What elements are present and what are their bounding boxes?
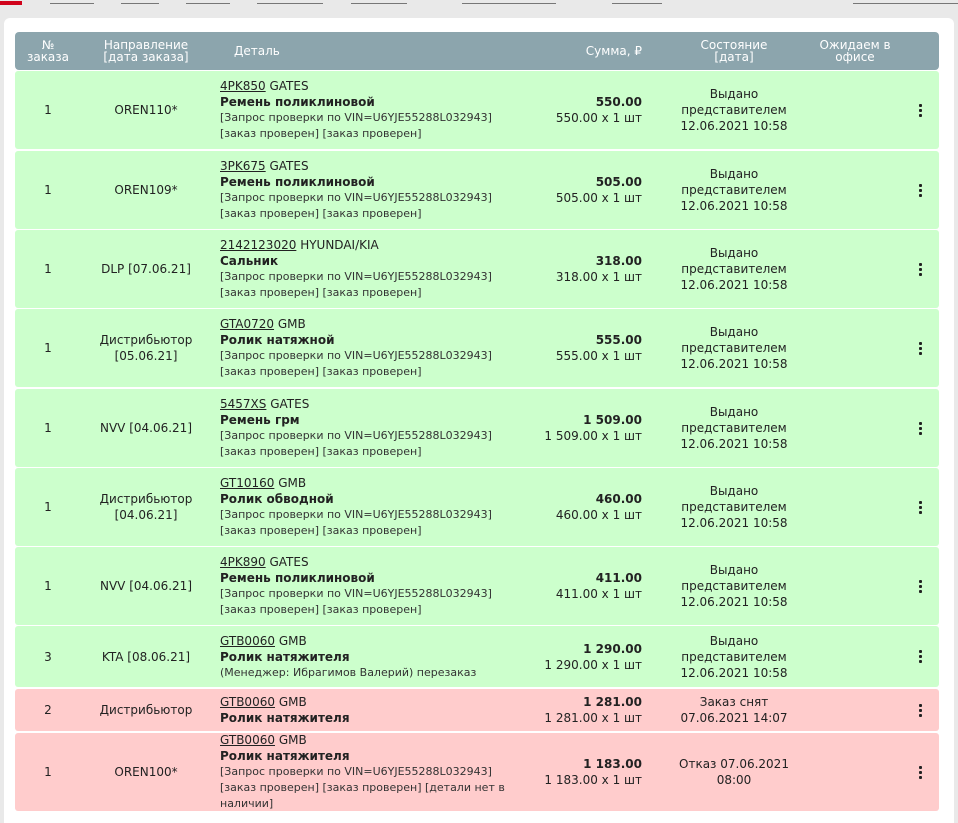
kebab-menu-icon[interactable] xyxy=(919,704,922,717)
row-menu-button[interactable] xyxy=(905,151,935,229)
order-comment: [Запрос проверки по VIN=U6YJE55288L032943] [заказ проверен] [заказ проверен] xyxy=(220,429,492,458)
toolbar-link-fragment[interactable] xyxy=(853,3,958,4)
kebab-menu-icon[interactable] xyxy=(919,422,922,435)
part-name: Ремень поликлиновой xyxy=(220,95,375,109)
table-row xyxy=(15,71,939,149)
part-name: Ремень поликлиновой xyxy=(220,175,375,189)
part-line xyxy=(220,732,307,748)
toolbar-link-fragment[interactable] xyxy=(50,3,94,4)
part-line xyxy=(220,316,306,332)
order-state: Выдано представителем 12.06.2021 10:58 xyxy=(680,246,788,292)
detail-cell xyxy=(220,733,520,811)
part-line xyxy=(220,633,307,649)
order-price-qty: 1 281.00 x 1 шт xyxy=(544,711,642,725)
part-brand: GMB xyxy=(278,733,307,747)
order-sum: 1 183.00 xyxy=(583,757,642,771)
part-line xyxy=(220,78,309,94)
order-number: 1 xyxy=(44,183,52,197)
part-code-link[interactable]: GTA0720 xyxy=(220,317,275,331)
order-comment: [Запрос проверки по VIN=U6YJE55288L032943] [заказ проверен] [заказ проверен] xyxy=(220,349,492,378)
order-state: Выдано представителем 12.06.2021 10:58 xyxy=(680,633,788,680)
part-name: Ремень поликлиновой xyxy=(220,571,375,585)
order-sum: 318.00 xyxy=(595,254,642,268)
order-number: 1 xyxy=(44,421,52,435)
row-menu-button[interactable] xyxy=(905,547,935,625)
order-direction: NVV [04.06.21] xyxy=(99,579,192,593)
row-menu-button[interactable] xyxy=(905,71,935,149)
part-code-link[interactable]: 4PK890 xyxy=(220,555,266,569)
order-price-qty: 550.00 x 1 шт xyxy=(555,111,642,125)
row-menu-button[interactable] xyxy=(905,230,935,308)
order-price-qty: 411.00 x 1 шт xyxy=(555,587,642,601)
order-sum: 411.00 xyxy=(595,571,642,585)
part-name: Ролик натяжителя xyxy=(220,649,350,664)
kebab-menu-icon[interactable] xyxy=(919,184,922,197)
order-comment: [Запрос проверки по VIN=U6YJE55288L032943] [заказ проверен] [заказ проверен] xyxy=(220,587,492,616)
sum-cell xyxy=(515,309,642,387)
order-number: 1 xyxy=(44,341,52,355)
table-row xyxy=(15,230,939,308)
detail-cell xyxy=(220,689,520,731)
table-row xyxy=(15,733,939,811)
order-direction: OREN109* xyxy=(114,183,178,197)
order-sum: 460.00 xyxy=(595,492,642,506)
order-direction: Дистрибьютор [05.06.21] xyxy=(99,333,193,363)
toolbar-link-fragment[interactable] xyxy=(257,3,323,4)
order-price-qty: 460.00 x 1 шт xyxy=(555,508,642,522)
part-line xyxy=(220,396,309,412)
part-brand: HYUNDAI/KIA xyxy=(300,238,379,252)
toolbar-link-fragment[interactable] xyxy=(121,3,159,4)
order-number: 1 xyxy=(44,262,52,276)
part-code-link[interactable]: 4PK850 xyxy=(220,79,266,93)
sum-cell xyxy=(515,626,642,687)
part-brand: GMB xyxy=(277,317,306,331)
sum-cell xyxy=(515,230,642,308)
order-sum: 505.00 xyxy=(595,175,642,189)
header-direction[interactable]: Направление [дата заказа] xyxy=(103,38,189,64)
part-brand: GMB xyxy=(278,476,307,490)
kebab-menu-icon[interactable] xyxy=(919,263,922,276)
part-brand: GATES xyxy=(269,79,309,93)
part-code-link[interactable]: GTB0060 xyxy=(220,695,275,709)
order-sum: 550.00 xyxy=(595,95,642,109)
order-number: 1 xyxy=(44,500,52,514)
order-state: Выдано представителем 12.06.2021 10:58 xyxy=(680,563,788,609)
part-line xyxy=(220,475,306,491)
order-direction: DLP [07.06.21] xyxy=(101,262,191,276)
sum-cell xyxy=(515,468,642,546)
orders-card xyxy=(4,18,954,823)
part-code-link[interactable]: 2142123020 xyxy=(220,238,297,252)
order-state: Выдано представителем 12.06.2021 10:58 xyxy=(680,87,788,133)
part-code-link[interactable]: GT10160 xyxy=(220,476,275,490)
table-row xyxy=(15,151,939,229)
row-menu-button[interactable] xyxy=(905,733,935,811)
part-brand: GMB xyxy=(278,695,307,709)
order-number: 1 xyxy=(44,579,52,593)
kebab-menu-icon[interactable] xyxy=(919,342,922,355)
part-line xyxy=(220,554,309,570)
part-code-link[interactable]: 5457XS xyxy=(220,397,267,411)
order-direction: KTA [08.06.21] xyxy=(101,649,191,664)
table-row xyxy=(15,389,939,467)
top-toolbar-fragment xyxy=(0,0,958,18)
order-number: 1 xyxy=(44,765,52,779)
header-state[interactable]: Состояние [дата] xyxy=(700,38,768,64)
order-comment: (Менеджер: Ибрагимов Валерий) перезаказ xyxy=(220,665,477,679)
toolbar-link-fragment[interactable] xyxy=(186,3,230,4)
order-direction: NVV [04.06.21] xyxy=(99,421,192,435)
order-sum: 555.00 xyxy=(595,333,642,347)
part-brand: GATES xyxy=(270,397,310,411)
order-state: Заказ снят 07.06.2021 14:07 xyxy=(680,695,788,725)
part-name: Ролик натяжителя xyxy=(220,749,350,763)
order-direction: OREN110* xyxy=(114,103,178,117)
kebab-menu-icon[interactable] xyxy=(919,580,922,593)
order-state: Выдано представителем 12.06.2021 10:58 xyxy=(680,484,788,530)
order-sum: 1 281.00 xyxy=(583,695,642,709)
part-name: Ремень грм xyxy=(220,413,300,427)
part-brand: GATES xyxy=(269,159,309,173)
detail-cell xyxy=(220,468,520,546)
sum-cell xyxy=(515,151,642,229)
order-number: 2 xyxy=(44,703,52,717)
order-price-qty: 505.00 x 1 шт xyxy=(555,191,642,205)
part-line xyxy=(220,158,309,174)
part-code-link[interactable]: GTB0060 xyxy=(220,733,275,747)
brand-accent-bar xyxy=(0,1,22,5)
order-price-qty: 1 290.00 x 1 шт xyxy=(544,657,642,672)
table-row xyxy=(15,547,939,625)
order-direction: Дистрибьютор xyxy=(99,703,193,717)
order-price-qty: 1 509.00 x 1 шт xyxy=(544,429,642,443)
row-menu-button[interactable] xyxy=(905,389,935,467)
row-menu-button[interactable] xyxy=(905,468,935,546)
table-row xyxy=(15,468,939,546)
toolbar-link-fragment[interactable] xyxy=(462,3,556,4)
row-menu-button[interactable] xyxy=(905,689,935,731)
order-state: Выдано представителем 12.06.2021 10:58 xyxy=(680,325,788,371)
detail-cell xyxy=(220,547,520,625)
order-comment: [Запрос проверки по VIN=U6YJE55288L032943] [заказ проверен] [заказ проверен] xyxy=(220,508,492,537)
sum-cell xyxy=(515,389,642,467)
sum-cell xyxy=(515,733,642,811)
table-row xyxy=(15,689,939,731)
table-row xyxy=(15,626,939,687)
part-brand: GATES xyxy=(269,555,309,569)
row-menu-button[interactable] xyxy=(905,309,935,387)
detail-cell xyxy=(220,309,520,387)
detail-cell xyxy=(220,230,520,308)
part-name: Ролик натяжной xyxy=(220,333,335,347)
order-state: Отказ 07.06.2021 08:00 xyxy=(679,757,789,787)
part-name: Ролик натяжителя xyxy=(220,711,350,725)
detail-cell xyxy=(220,71,520,149)
toolbar-link-fragment[interactable] xyxy=(612,3,662,4)
header-sum[interactable]: Сумма, ₽ xyxy=(585,44,642,58)
detail-cell xyxy=(220,626,520,687)
part-name: Ролик обводной xyxy=(220,492,334,506)
part-line xyxy=(220,694,307,710)
order-price-qty: 555.00 x 1 шт xyxy=(555,349,642,363)
order-price-qty: 318.00 x 1 шт xyxy=(555,270,642,284)
toolbar-link-fragment[interactable] xyxy=(351,3,407,4)
kebab-menu-icon[interactable] xyxy=(919,650,922,663)
part-line xyxy=(220,237,379,253)
part-name: Сальник xyxy=(220,254,279,268)
order-comment: [Запрос проверки по VIN=U6YJE55288L032943] [заказ проверен] [заказ проверен] [детали нет в наличии] xyxy=(220,765,505,810)
order-sum: 1 509.00 xyxy=(583,413,642,427)
order-direction: OREN100* xyxy=(114,765,178,779)
order-direction: Дистрибьютор [04.06.21] xyxy=(99,492,193,522)
order-number: 1 xyxy=(44,103,52,117)
kebab-menu-icon[interactable] xyxy=(919,766,922,779)
header-office[interactable]: Ожидаем в офисе xyxy=(819,38,891,64)
order-state: Выдано представителем 12.06.2021 10:58 xyxy=(680,405,788,451)
detail-cell xyxy=(220,389,520,467)
order-price-qty: 1 183.00 x 1 шт xyxy=(544,773,642,787)
sum-cell xyxy=(515,689,642,731)
sum-cell xyxy=(515,547,642,625)
part-brand: GMB xyxy=(278,633,307,648)
header-detail[interactable]: Деталь xyxy=(234,44,280,58)
order-number: 3 xyxy=(44,649,52,664)
order-comment: [Запрос проверки по VIN=U6YJE55288L032943] [заказ проверен] [заказ проверен] xyxy=(220,191,492,220)
kebab-menu-icon[interactable] xyxy=(919,501,922,514)
header-order-number[interactable]: № заказа xyxy=(26,38,70,64)
part-code-link[interactable]: 3PK675 xyxy=(220,159,266,173)
kebab-menu-icon[interactable] xyxy=(919,104,922,117)
order-sum: 1 290.00 xyxy=(583,641,642,656)
sum-cell xyxy=(515,71,642,149)
part-code-link[interactable]: GTB0060 xyxy=(220,633,275,648)
table-header xyxy=(15,32,939,70)
row-menu-button[interactable] xyxy=(905,626,935,687)
order-state: Выдано представителем 12.06.2021 10:58 xyxy=(680,167,788,213)
table-row xyxy=(15,309,939,387)
detail-cell xyxy=(220,151,520,229)
order-comment: [Запрос проверки по VIN=U6YJE55288L032943] [заказ проверен] [заказ проверен] xyxy=(220,111,492,140)
order-comment: [Запрос проверки по VIN=U6YJE55288L032943] [заказ проверен] [заказ проверен] xyxy=(220,270,492,299)
